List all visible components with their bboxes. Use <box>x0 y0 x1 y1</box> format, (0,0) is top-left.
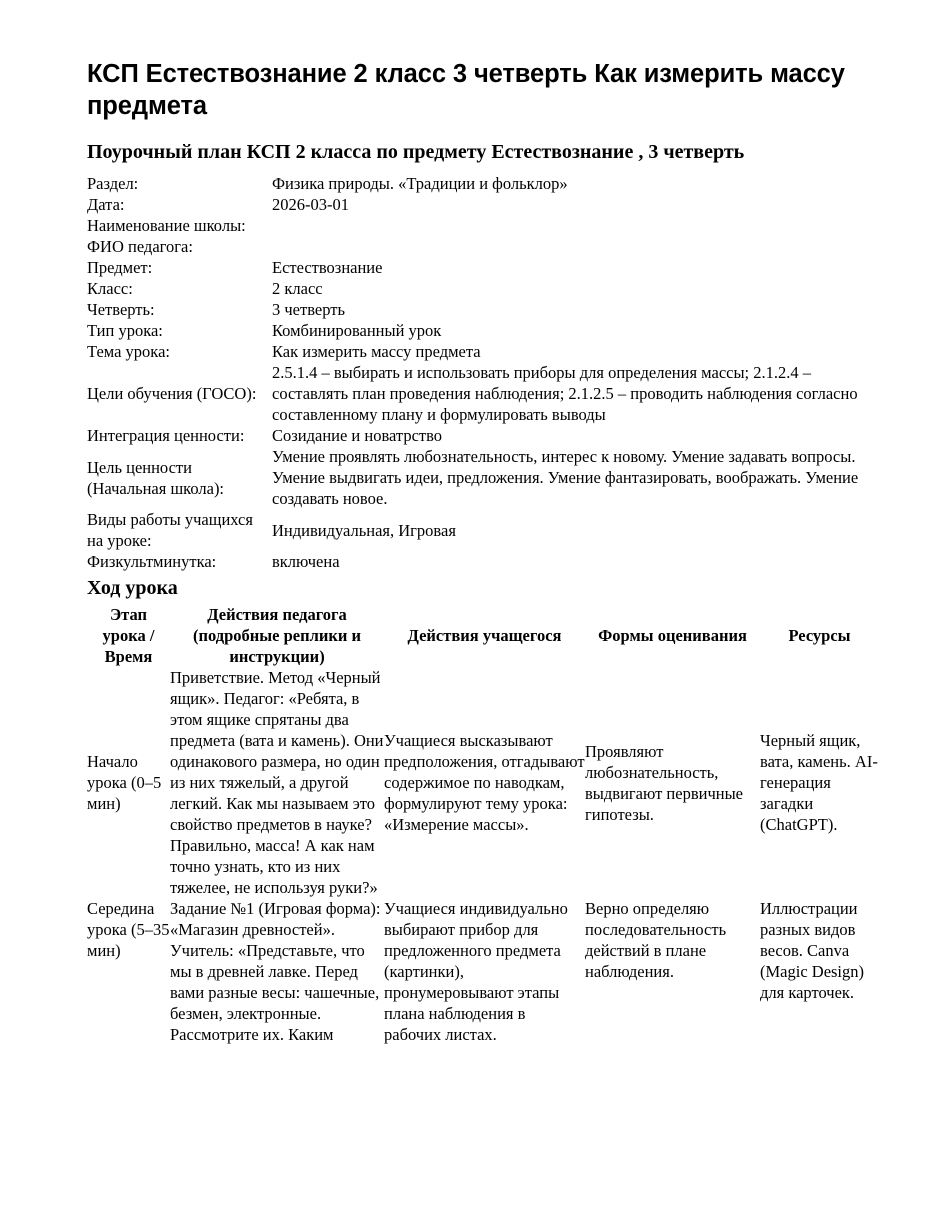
info-value: 3 четверть <box>272 300 345 319</box>
info-row <box>87 236 879 257</box>
info-key: Цель ценности (Начальная школа): <box>87 457 225 498</box>
info-key: Виды работы учащихся на уроке: <box>87 510 253 550</box>
info-row <box>87 215 879 236</box>
info-value: 2.5.1.4 – выбирать и использовать приборы для определения массы; 2.1.2.4 – составлять план проведения наблюдения; 2.1.2.5 – проводить наблюдения согласно составленному плану и формулировать выводы <box>272 363 858 424</box>
info-row <box>87 509 879 551</box>
info-row <box>87 278 879 299</box>
info-value: Физика природы. «Традиции и фольклор» <box>272 174 568 193</box>
table-row <box>87 667 879 898</box>
info-key: Тип урока: <box>87 321 163 340</box>
info-row <box>87 173 879 194</box>
info-key: Интеграция ценности: <box>87 426 245 445</box>
stage-cell: Середина урока (5–35 мин) <box>87 899 170 960</box>
info-value: Комбинированный урок <box>272 321 442 340</box>
info-value: Индивидуальная, Игровая <box>272 520 456 540</box>
assessment-cell: Проявляют любознательность, выдвигают первичные гипотезы. <box>585 741 743 824</box>
info-row <box>87 257 879 278</box>
info-value: включена <box>272 552 340 571</box>
info-row <box>87 320 879 341</box>
column-header-teacher: Действия педагога (подробные реплики и инструкции) <box>192 605 362 666</box>
table-row <box>87 898 879 1045</box>
info-row <box>87 551 879 572</box>
info-key: Физкультминутка: <box>87 552 217 571</box>
info-value <box>272 215 879 236</box>
info-value: Как измерить массу предмета <box>272 342 481 361</box>
lesson-heading: Ход урока <box>87 577 178 599</box>
info-row <box>87 425 879 446</box>
column-header-student: Действия учащегося <box>407 626 562 645</box>
info-key: Раздел: <box>87 174 139 193</box>
info-key: Класс: <box>87 279 133 298</box>
student-actions-cell: Учащиеся высказывают предположения, отгадывают содержимое по наводкам, формулируют тему урока: «Измерение массы». <box>384 731 585 834</box>
lesson-header-row <box>87 604 879 667</box>
assessment-cell: Верно определяю последовательность действий в плане наблюдения. <box>585 899 727 981</box>
info-key: Четверть: <box>87 300 155 319</box>
info-value: Созидание и новатрство <box>272 426 443 445</box>
info-row <box>87 362 879 425</box>
plan-subtitle: Поурочный план КСП 2 класса по предмету Естествознание , 3 четверть <box>87 141 745 163</box>
info-value: 2026-03-01 <box>272 195 349 214</box>
resources-cell: Иллюстрации разных видов весов. Canva (Magic Design) для карточек. <box>760 899 865 1002</box>
info-key: Цели обучения (ГОСО): <box>87 384 257 403</box>
info-key: Предмет: <box>87 258 153 277</box>
resources-cell: Черный ящик, вата, камень. AI-генерация загадки (ChatGPT). <box>760 731 878 834</box>
column-header-resources: Ресурсы <box>788 626 851 645</box>
info-table <box>87 173 879 572</box>
info-value: Умение проявлять любознательность, интерес к новому. Умение задавать вопросы. Умение выдвигать идеи, предложения. Умение фантазировать, воображать. Умение создавать новое. <box>272 447 859 508</box>
info-row <box>87 341 879 362</box>
teacher-actions-cell: Задание №1 (Игровая форма): «Магазин древностей». Учитель: «Представьте, что мы в древней лавке. Перед вами разные весы: чашечные, безмен, электронные. Рассмотрите их. Каким <box>170 899 381 1044</box>
student-actions-cell: Учащиеся индивидуально выбирают прибор для предложенного предмета (картинки), пронумеровывают этапы плана наблюдения в рабочих листах. <box>384 899 568 1044</box>
info-key: Наименование школы: <box>87 216 246 235</box>
lesson-table <box>87 604 879 1045</box>
info-key: Дата: <box>87 195 125 214</box>
info-row <box>87 194 879 215</box>
document-page <box>87 58 879 1045</box>
info-row <box>87 299 879 320</box>
column-header-stage: Этап урока / Время <box>102 605 155 666</box>
teacher-actions-cell: Приветствие. Метод «Черный ящик». Педагог: «Ребята, в этом ящике спрятаны два предмета (вата и камень). Они одинакового размера, но один из них тяжелый, а другой легкий. Как мы называем это свойство предметов в науке? Правильно, масса! А как нам точно узнать, кто из них тяжелее, не используя руки?» <box>170 668 384 897</box>
info-row <box>87 446 879 509</box>
info-value: Естествознание <box>272 258 383 277</box>
info-key: ФИО педагога: <box>87 237 193 256</box>
stage-cell: Начало урока (0–5 мин) <box>87 752 162 813</box>
info-key: Тема урока: <box>87 342 170 361</box>
document-title: КСП Естествознание 2 класс 3 четверть Как измерить массу предмета <box>87 60 845 120</box>
info-value: 2 класс <box>272 279 323 298</box>
column-header-assessment: Формы оценивания <box>598 626 747 645</box>
info-value <box>272 236 879 257</box>
